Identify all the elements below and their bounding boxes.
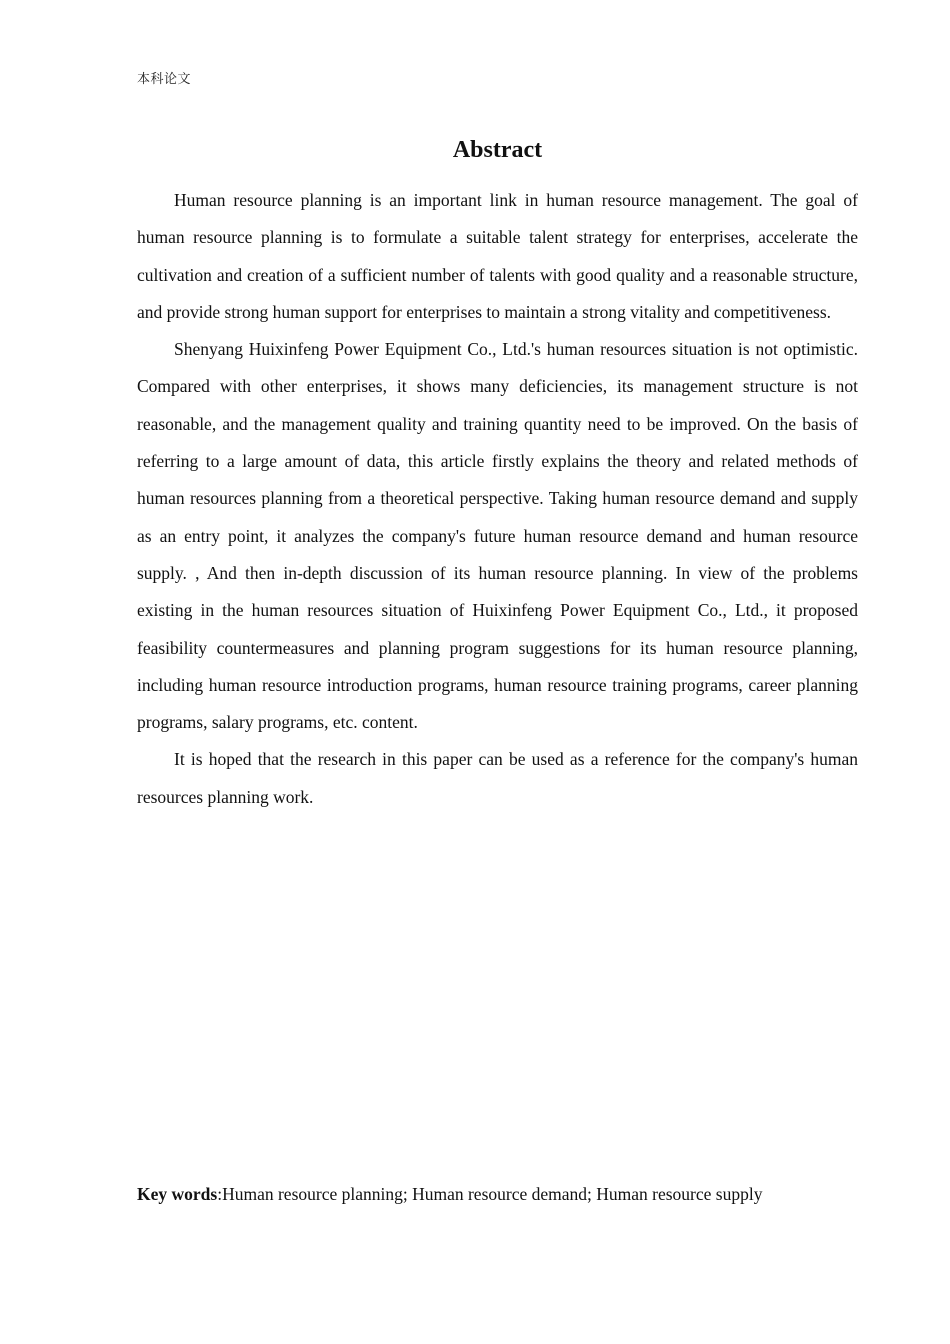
keywords-separator: : (217, 1184, 223, 1204)
abstract-body (137, 182, 858, 816)
running-header: 本科论文 (137, 72, 192, 87)
keywords-text: Human resource planning; Human resource demand; Human resource supply (222, 1184, 763, 1204)
keywords-label: Key words (137, 1184, 218, 1204)
abstract-paragraph-2: Shenyang Huixinfeng Power Equipment Co., Ltd.'s human resources situation is not optimistic. Compared with other enterprises, it shows many deficiencies, its management structure is not reasonable, and the management quality and training quantity need to be improved. On the basis of referring to a large amount of data, this article firstly explains the theory and related methods of human resources planning from a theoretical perspective. Taking human resource demand and supply as an entry point, it analyzes the company's future human resource demand and human resource supply. , And then in-depth discussion of its human resource planning. In view of the problems existing in the human resources situation of Huixinfeng Power Equipment Co., Ltd., it proposed feasibility countermeasures and planning program suggestions for its human resource planning, including human resource introduction programs, human resource training programs, career planning programs, salary programs, etc. content. (137, 339, 858, 733)
abstract-title: Abstract (452, 137, 543, 163)
abstract-paragraph-3: It is hoped that the research in this paper can be used as a reference for the company's human resources planning work. (137, 749, 858, 807)
abstract-paragraph-1: Human resource planning is an important link in human resource management. The goal of human resource planning is to formulate a suitable talent strategy for enterprises, accelerate the cultivation and creation of a sufficient number of talents with good quality and a reasonable structure, and provide strong human support for enterprises to maintain a strong vitality and competitiveness. (137, 190, 858, 322)
keywords-line (137, 1177, 897, 1211)
